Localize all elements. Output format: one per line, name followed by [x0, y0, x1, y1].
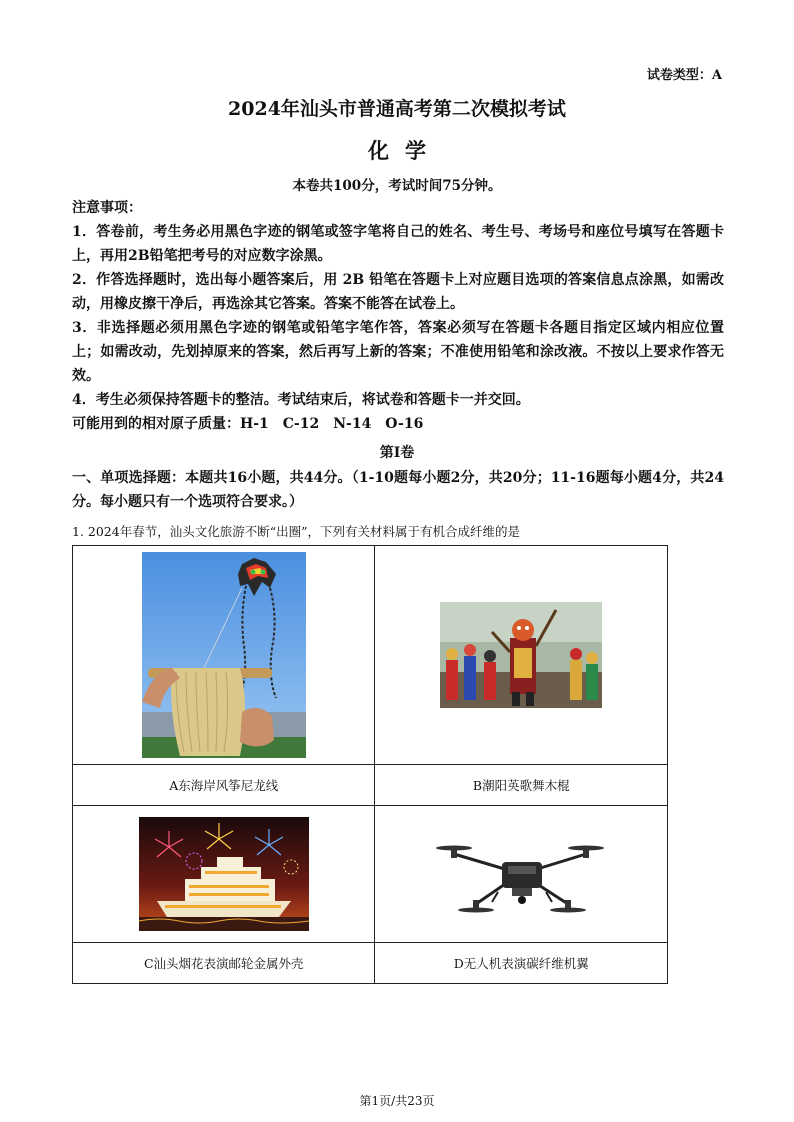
yingge-dance-image — [440, 602, 602, 708]
notes-block — [72, 196, 724, 436]
note-item-2: 2．作答选择题时，选出每小题答案后，用 2B 铅笔在答题卡上对应题目选项的答案信息点涂黑，如需改动，用橡皮擦干净后，再选涂其它答案。答案不能答在试卷上。 — [72, 272, 724, 312]
question-1-stem: 1. 2024年春节，汕头文化旅游不断“出圈”，下列有关材料属于有机合成纤维的是 — [72, 524, 520, 539]
subject-title: 化学 — [368, 138, 442, 163]
exam-info: 本卷共100分，考试时间75分钟。 — [292, 178, 502, 194]
kite-image — [142, 552, 306, 758]
option-d-label: D无人机表演碳纤维机翼 — [375, 943, 668, 984]
option-d-image-cell — [375, 806, 668, 943]
option-c-image-cell — [73, 806, 375, 943]
drone-image — [436, 824, 606, 924]
option-c-label: C汕头烟花表演邮轮金属外壳 — [73, 943, 375, 984]
option-a-label: A东海岸风筝尼龙线 — [73, 765, 375, 806]
section-title: 第Ⅰ卷 — [379, 445, 415, 461]
note-item-4: 4．考生必须保持答题卡的整洁。考试结束后，将试卷和答题卡一并交回。 — [72, 392, 530, 408]
option-b-label: B潮阳英歌舞木棍 — [375, 765, 668, 806]
atomic-mass-line: 可能用到的相对原子质量：H-1 C-12 N-14 O-16 — [72, 416, 424, 432]
page-number: 第1页/共23页 — [359, 1094, 435, 1108]
paper-type-label: 试卷类型：A — [646, 68, 722, 83]
section-instructions-text: 一、单项选择题：本题共16小题，共44分。（1-10题每小题2分，共20分；11-16题每小题4分，共24分。每小题只有一个选项符合要求。） — [72, 470, 724, 510]
question-1-options-table — [72, 545, 668, 984]
section-instructions — [72, 466, 724, 514]
notes-heading: 注意事项： — [72, 200, 142, 216]
note-item-3: 3．非选择题必须用黑色字迹的钢笔或铅笔字笔作答，答案必须写在答题卡各题目指定区域内相应位置上；如需改动，先划掉原来的答案，然后再写上新的答案；不准使用铅笔和涂改液。不按以上要求作答无效。 — [72, 320, 724, 384]
option-a-image-cell — [73, 546, 375, 765]
cruise-fireworks-image — [139, 817, 309, 931]
exam-title: 2024年汕头市普通高考第二次模拟考试 — [228, 98, 566, 120]
note-item-1: 1．答卷前，考生务必用黑色字迹的钢笔或签字笔将自己的姓名、考生号、考场号和座位号填写在答题卡上，再用2B铅笔把考号的对应数字涂黑。 — [72, 224, 724, 264]
option-b-image-cell — [375, 546, 668, 765]
